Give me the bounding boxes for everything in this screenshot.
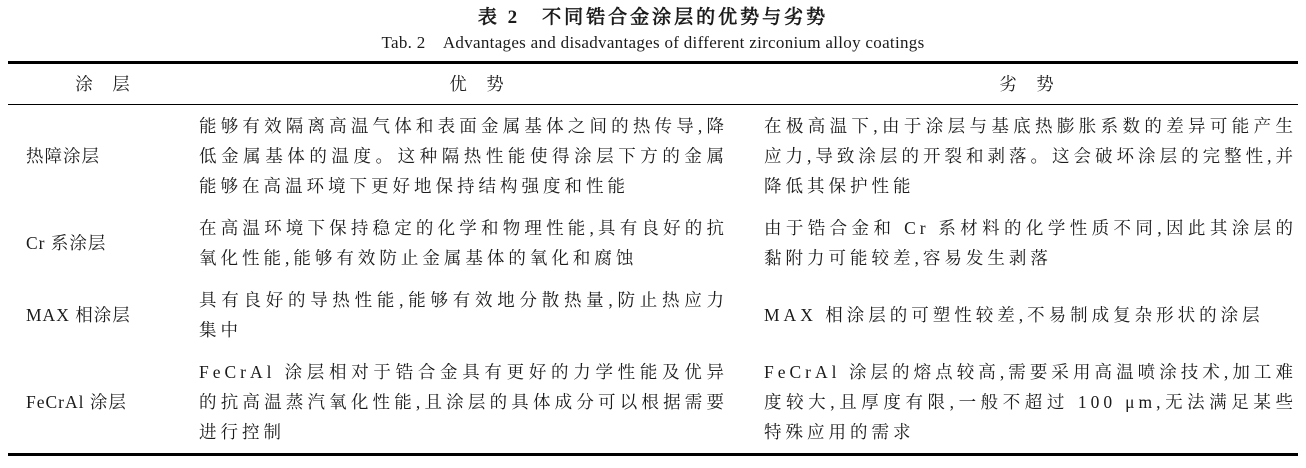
coating-name-cell: FeCrAl 涂层 bbox=[26, 392, 127, 412]
advantage-cell: 能够有效隔离高温气体和表面金属基体之间的热传导,降低金属基体的温度。这种隔热性能使得涂层下方的金属能够在高温环境下更好地保持结构强度和性能 bbox=[199, 116, 728, 196]
disadvantage-cell: FeCrAl 涂层的熔点较高,需要采用高温喷涂技术,加工难度较大,且厚度有限,一般不超过 100 μm,无法满足某些特殊应用的需求 bbox=[764, 362, 1297, 442]
table-row bbox=[8, 207, 1298, 279]
table-row bbox=[8, 105, 1298, 208]
coatings-table bbox=[8, 61, 1298, 456]
column-header-coating: 涂 层 bbox=[8, 63, 198, 105]
table-row bbox=[8, 351, 1298, 455]
paper-table-figure bbox=[8, 0, 1298, 456]
column-header-disadvantage: 劣 势 bbox=[756, 63, 1298, 105]
advantage-cell: FeCrAl 涂层相对于锆合金具有更好的力学性能及优异的抗高温蒸汽氧化性能,且涂层的具体成分可以根据需要进行控制 bbox=[199, 362, 728, 442]
disadvantage-cell: 在极高温下,由于涂层与基底热膨胀系数的差异可能产生应力,导致涂层的开裂和剥落。这会破坏涂层的完整性,并降低其保护性能 bbox=[764, 116, 1297, 196]
table-header-row bbox=[8, 63, 1298, 105]
advantage-cell: 具有良好的导热性能,能够有效地分散热量,防止热应力集中 bbox=[199, 290, 728, 340]
table-row bbox=[8, 279, 1298, 351]
column-header-advantage: 优 势 bbox=[198, 63, 756, 105]
disadvantage-cell: MAX 相涂层的可塑性较差,不易制成复杂形状的涂层 bbox=[764, 305, 1264, 325]
coating-name-cell: 热障涂层 bbox=[26, 146, 100, 166]
table-title-en: Tab. 2 Advantages and disadvantages of different zirconium alloy coatings bbox=[381, 33, 925, 52]
coating-name-cell: Cr 系涂层 bbox=[26, 233, 107, 253]
coating-name-cell: MAX 相涂层 bbox=[26, 305, 131, 325]
advantage-cell: 在高温环境下保持稳定的化学和物理性能,具有良好的抗氧化性能,能够有效防止金属基体的氧化和腐蚀 bbox=[199, 218, 728, 268]
table-title-zh: 表 2 不同锆合金涂层的优势与劣势 bbox=[477, 7, 829, 28]
disadvantage-cell: 由于锆合金和 Cr 系材料的化学性质不同,因此其涂层的黏附力可能较差,容易发生剥落 bbox=[764, 218, 1297, 268]
